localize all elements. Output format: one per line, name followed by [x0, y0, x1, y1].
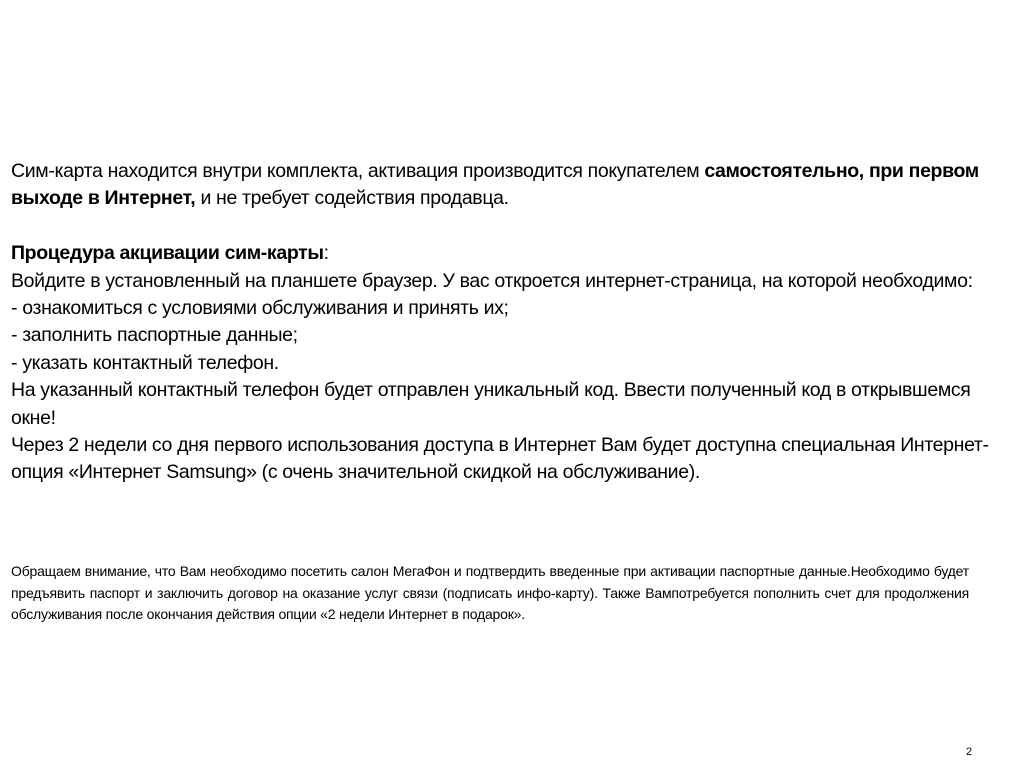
procedure-title: Процедура акцивации сим-карты — [11, 242, 324, 265]
procedure-line-option: Через 2 недели со дня первого использования доступа в Интернет Вам будет доступна специальная Интернет-опция «Интернет Samsung» (с очень значительной скидкой на обслуживание). — [11, 434, 989, 484]
procedure-line-phone: - указать контактный телефон. — [11, 351, 279, 374]
page-number: 2 — [966, 746, 973, 758]
intro-text-end: и не требует содействия продавца. — [195, 187, 509, 210]
notice-paragraph: Обращаем внимание, что Вам необходимо посетить салон МегаФон и подтвердить введенные при активации паспортные данные.Необходимо будет предъявить паспорт и заключить договор на оказание услуг связи (подписать инфо-карту). Также Вампотребуется пополнить счет для продолжения обслуживания после окончания действия опции «2 недели Интернет в подарок». — [11, 563, 969, 622]
intro-paragraph — [11, 158, 996, 213]
intro-bold-text: самостоятельно, при первом выходе в Интернет, — [11, 160, 979, 210]
procedure-line-code: На указанный контактный телефон будет отправлен уникальный код. Ввести полученный код в открывшемся окне! — [11, 379, 971, 429]
slide-body — [11, 158, 996, 487]
paragraph-spacer — [11, 213, 996, 240]
procedure-heading — [11, 240, 996, 267]
procedure-line-open-browser: Войдите в установленный на планшете браузер. У вас откроется интернет-страница, на которой необходимо: — [11, 269, 973, 292]
procedure-line-passport: - заполнить паспортные данные; — [11, 324, 298, 347]
intro-text-start: Сим-карта находится внутри комплекта, активация производится покупателем — [11, 160, 705, 182]
procedure-line-accept-terms: - ознакомиться с условиями обслуживания и принять их; — [11, 297, 509, 320]
procedure-title-colon: : — [323, 242, 329, 265]
